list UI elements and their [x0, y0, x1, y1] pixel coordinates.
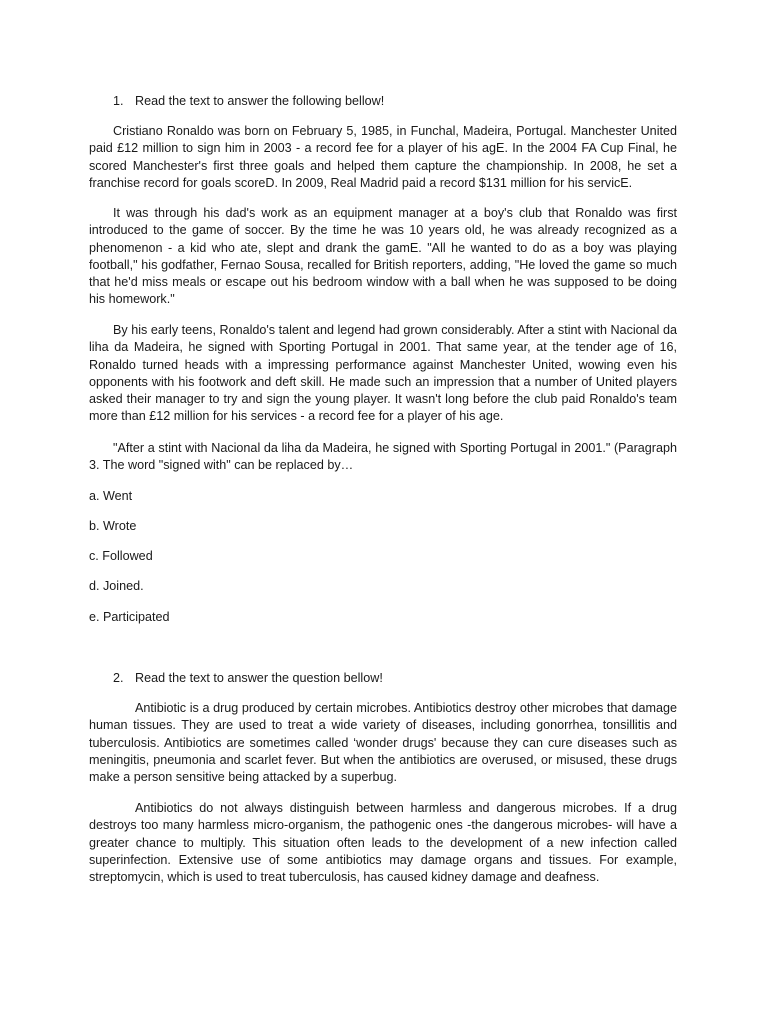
q1-question-prompt: "After a stint with Nacional da liha da Madeira, he signed with Sporting Portugal in 2001." (Paragraph 3. The word "signed with" can be replaced by…: [89, 441, 677, 473]
question-2-instruction: Read the text to answer the question bellow!: [135, 671, 383, 685]
q1-option-c: c. Followed: [89, 549, 153, 563]
q1-paragraph-2: It was through his dad's work as an equipment manager at a boy's club that Ronaldo was first introduced to the game of soccer. By the time he was 10 years old, he was already recognized as a phenomenon - a kid who ate, slept and drank the gamE. "All he wanted to do as a boy was playing football," his godfather, Fernao Sousa, recalled for British reporters, adding, "He loved the game so much that he'd miss meals or escape out his bedroom window with a ball when he was supposed to be doing his homework.": [89, 206, 677, 307]
question-2-heading: [113, 670, 383, 687]
q1-paragraph-1: Cristiano Ronaldo was born on February 5, 1985, in Funchal, Madeira, Portugal. Manchester United paid £12 million to sign him in 2003 - a record fee for a player of his agE. In the 2004 FA Cup Final, he scored Manchester's first three goals and helped them capture the championship. In 2008, he set a franchise record for goals scoreD. In 2009, Real Madrid paid a record $131 million for his servicE.: [89, 124, 677, 190]
question-1-instruction: Read the text to answer the following bellow!: [135, 94, 385, 108]
q1-option-d: d. Joined.: [89, 579, 144, 593]
q1-option-a: a. Went: [89, 489, 133, 503]
q1-option-e: e. Participated: [89, 610, 170, 624]
question-1-heading: [113, 93, 384, 110]
question-2-number: 2.: [113, 671, 124, 685]
q2-paragraph-1: Antibiotic is a drug produced by certain microbes. Antibiotics destroy other microbes that damage human tissues. They are used to treat a wide variety of diseases, including gonorrhea, tonsillitis and tuberculosis. Antibiotics are sometimes called ‘wonder drugs' because they can cure diseases such as meningitis, pneumonia and scarlet fever. But when the antibiotics are overused, or misused, these drugs make a person sensitive being attacked by a superbug.: [89, 701, 677, 785]
question-1-number: 1.: [113, 94, 124, 108]
q2-paragraph-2: Antibiotics do not always distinguish between harmless and dangerous microbes. If a drug destroys too many harmless micro-organism, the pathogenic ones -the dangerous microbes- will have a greater chance to multiply. This situation often leads to the development of a new infection called superinfection. Extensive use of some antibiotics may damage organs and tissues. For example, streptomycin, which is used to treat tuberculosis, has caused kidney damage and deafness.: [89, 801, 677, 885]
q1-paragraph-3: By his early teens, Ronaldo's talent and legend had grown considerably. After a stint with Nacional da liha da Madeira, he signed with Sporting Portugal in 2001. That same year, at the tender age of 16, Ronaldo turned heads with a impressing performance against Manchester United, wowing even his opponents with his footwork and deft skill. He made such an impression that a number of United players asked their manager to try and sign the young player. It wasn't long before the club paid Ronaldo's team more than £12 million for his services - a record fee for a player of his age.: [89, 323, 677, 424]
q1-option-b: b. Wrote: [89, 519, 137, 533]
